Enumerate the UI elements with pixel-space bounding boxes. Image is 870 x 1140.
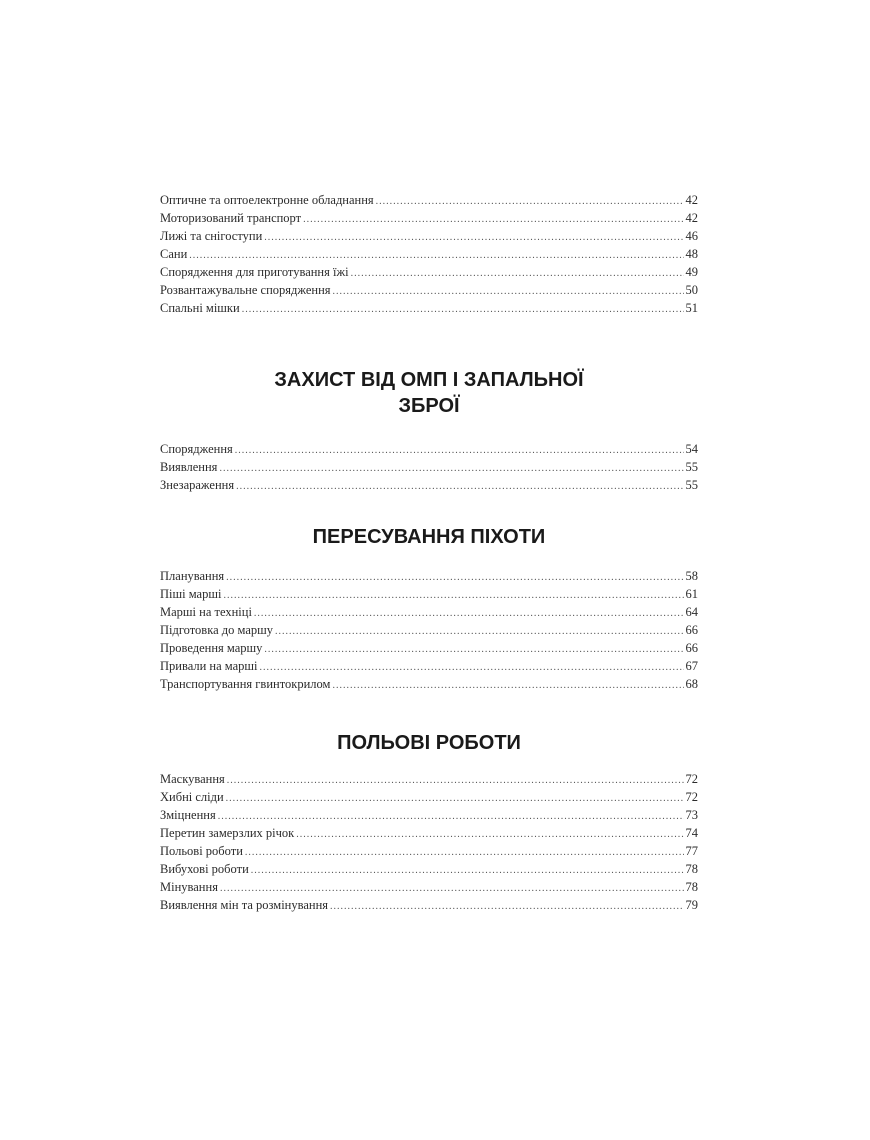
toc-entry-page: 50 [685, 283, 698, 297]
toc-entry-title: Мінування [160, 880, 218, 894]
toc-entry-title: Привали на марші [160, 659, 258, 673]
toc-entry[interactable] [160, 806, 698, 824]
toc-leader-dots [219, 460, 683, 478]
toc-leader-dots [351, 265, 684, 283]
section-heading-line: ЗАХИСТ ВІД ОМП І ЗАПАЛЬНОЇ [274, 369, 584, 391]
toc-entry-title: Знезараження [160, 478, 235, 492]
toc-entry-page: 78 [685, 862, 698, 876]
toc-entry[interactable] [160, 824, 698, 842]
toc-entry-title: Вибухові роботи [160, 862, 249, 876]
toc-entry-page: 54 [685, 442, 698, 456]
toc-leader-dots [254, 605, 684, 623]
toc-entry-page: 77 [685, 844, 698, 858]
toc-entry-page: 68 [685, 677, 698, 691]
toc-leader-dots [245, 844, 684, 862]
toc-entry[interactable] [160, 458, 698, 476]
toc-entry[interactable] [160, 567, 698, 585]
toc-entry-title: Розвантажувальне спорядження [160, 283, 331, 297]
toc-entry-title: Проведення маршу [160, 641, 263, 655]
toc-entry-page: 42 [685, 211, 698, 225]
toc-list-field-works [160, 770, 698, 914]
toc-entry-title: Хибні сліди [160, 790, 224, 804]
toc-leader-dots [227, 772, 684, 790]
toc-entry[interactable] [160, 878, 698, 896]
toc-leader-dots [242, 301, 684, 319]
section-heading-infantry-movement [160, 524, 698, 550]
section-heading-line: ПЕРЕСУВАННЯ ПІХОТИ [312, 526, 546, 548]
toc-leader-dots [303, 211, 683, 229]
toc-leader-dots [236, 478, 683, 496]
toc-entry[interactable] [160, 788, 698, 806]
section-heading-line: ПОЛЬОВІ РОБОТИ [337, 732, 521, 754]
toc-entry-title: Пішi марші [160, 587, 222, 601]
toc-entry[interactable] [160, 603, 698, 621]
toc-entry-title: Оптичне та оптоелектронне обладнання [160, 193, 374, 207]
toc-entry[interactable] [160, 209, 698, 227]
toc-entry-title: Маскування [160, 772, 225, 786]
toc-entry-page: 61 [685, 587, 698, 601]
toc-entry-title: Спорядження [160, 442, 233, 456]
toc-entry[interactable] [160, 621, 698, 639]
toc-leader-dots [264, 229, 683, 247]
toc-leader-dots [226, 569, 683, 587]
section-heading-wmd-protection [160, 367, 698, 419]
toc-entry[interactable] [160, 440, 698, 458]
toc-entry-page: 55 [685, 478, 698, 492]
toc-list-wmd-protection [160, 440, 698, 494]
toc-entry-page: 46 [685, 229, 698, 243]
toc-entry-title: Спальні мішки [160, 301, 240, 315]
toc-leader-dots [226, 790, 684, 808]
toc-entry-page: 55 [685, 460, 698, 474]
toc-entry[interactable] [160, 639, 698, 657]
toc-entry[interactable] [160, 842, 698, 860]
toc-leader-dots [296, 826, 683, 844]
toc-entry-title: Зміцнення [160, 808, 216, 822]
toc-entry[interactable] [160, 860, 698, 878]
toc-entry-page: 58 [685, 569, 698, 583]
toc-entry-page: 74 [685, 826, 698, 840]
toc-entry-title: Планування [160, 569, 225, 583]
toc-entry-page: 67 [685, 659, 698, 673]
toc-entry[interactable] [160, 476, 698, 494]
toc-entry-page: 66 [685, 623, 698, 637]
toc-entry-page: 64 [685, 605, 698, 619]
toc-entry-title: Сани [160, 247, 188, 261]
toc-entry-title: Перетин замерзлих річок [160, 826, 295, 840]
toc-leader-dots [235, 442, 684, 460]
toc-leader-dots [332, 677, 683, 695]
toc-list-infantry-movement [160, 567, 698, 693]
toc-entry-page: 42 [685, 193, 698, 207]
toc-entry-title: Виявлення [160, 460, 218, 474]
toc-leader-dots [275, 623, 683, 641]
toc-entry[interactable] [160, 299, 698, 317]
toc-leader-dots [251, 862, 684, 880]
toc-entry[interactable] [160, 896, 698, 914]
toc-list-equipment [160, 191, 698, 317]
toc-entry[interactable] [160, 585, 698, 603]
toc-entry-page: 72 [685, 790, 698, 804]
toc-entry-page: 78 [685, 880, 698, 894]
toc-leader-dots [264, 641, 683, 659]
toc-entry[interactable] [160, 675, 698, 693]
toc-entry-page: 48 [685, 247, 698, 261]
toc-entry[interactable] [160, 281, 698, 299]
toc-leader-dots [333, 283, 684, 301]
section-heading-line: ЗБРОЇ [398, 395, 460, 417]
toc-entry-page: 49 [685, 265, 698, 279]
toc-entry-title: Спорядження для приготування їжі [160, 265, 349, 279]
toc-entry-page: 79 [685, 898, 698, 912]
toc-entry[interactable] [160, 657, 698, 675]
toc-leader-dots [330, 898, 683, 916]
toc-entry-page: 66 [685, 641, 698, 655]
toc-entry-page: 73 [685, 808, 698, 822]
toc-entry-title: Лижі та снігоступи [160, 229, 263, 243]
toc-entry-title: Транспортування гвинтокрилом [160, 677, 331, 691]
toc-entry[interactable] [160, 245, 698, 263]
toc-entry-title: Польові роботи [160, 844, 243, 858]
toc-entry[interactable] [160, 263, 698, 281]
toc-entry-title: Підготовка до маршу [160, 623, 274, 637]
section-heading-field-works [160, 730, 698, 756]
toc-entry-page: 72 [685, 772, 698, 786]
toc-entry-title: Марші на техніці [160, 605, 252, 619]
toc-entry[interactable] [160, 191, 698, 209]
toc-entry[interactable] [160, 227, 698, 245]
toc-leader-dots [376, 193, 684, 211]
toc-leader-dots [223, 587, 683, 605]
toc-entry-title: Моторизований транспорт [160, 211, 302, 225]
toc-entry-page: 51 [685, 301, 698, 315]
toc-entry-title: Виявлення мін та розмінування [160, 898, 329, 912]
toc-entry[interactable] [160, 770, 698, 788]
